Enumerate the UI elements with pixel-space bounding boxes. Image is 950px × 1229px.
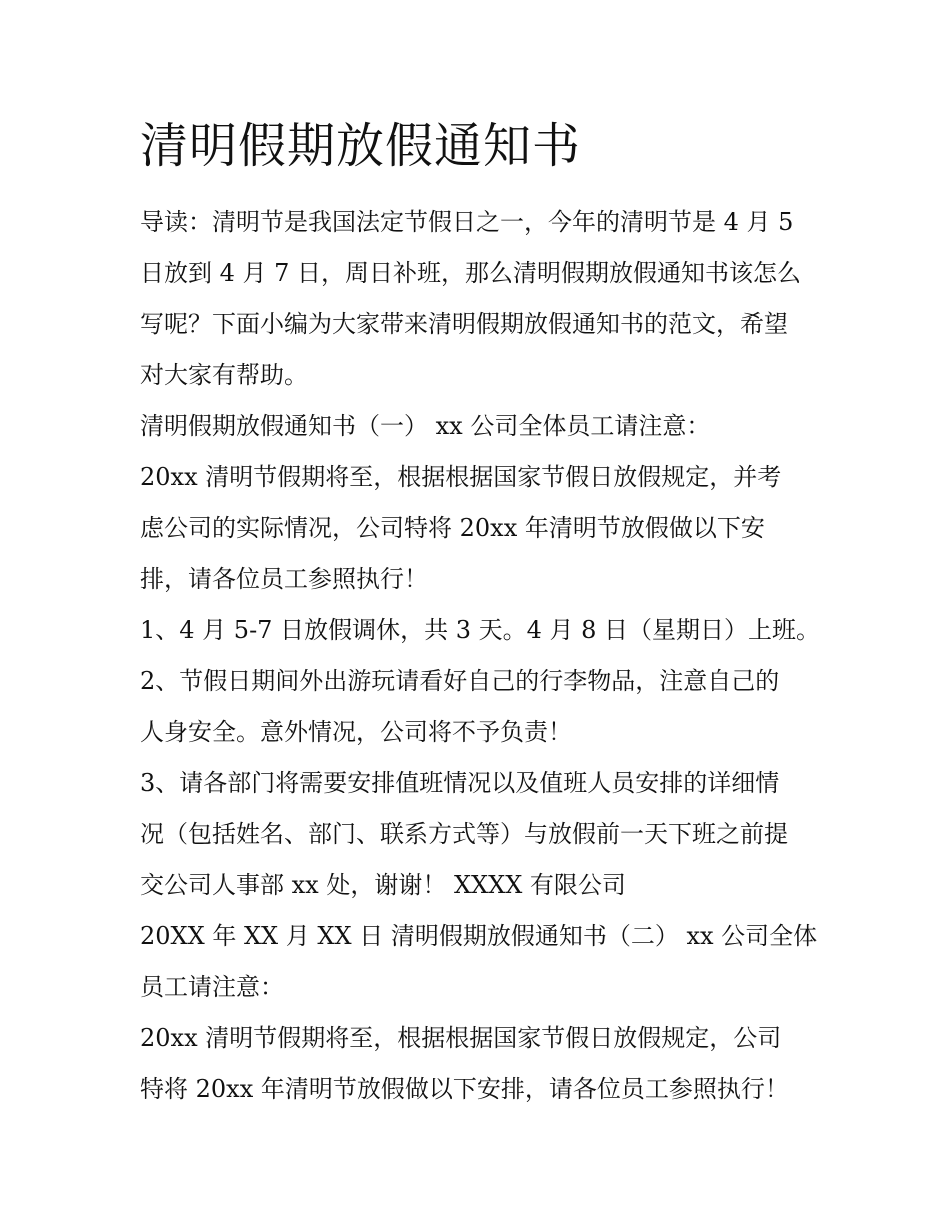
text-line: 日放到 4 月 7 日，周日补班，那么清明假期放假通知书该怎么: [140, 259, 802, 287]
text-line: 2、节假日期间外出游玩请看好自己的行李物品，注意自己的: [140, 667, 780, 695]
text-line: 对大家有帮助。: [140, 361, 308, 389]
text-line: 20xx 清明节假期将至，根据根据国家节假日放假规定，并考: [140, 463, 782, 491]
text-line: 特将 20xx 年清明节放假做以下安排，请各位员工参照执行！: [140, 1075, 789, 1103]
text-line: 人身安全。意外情况，公司将不予负责！: [140, 718, 572, 746]
text-line: 导读：清明节是我国法定节假日之一，今年的清明节是 4 月 5: [140, 208, 794, 236]
document-title: 清明假期放假通知书: [140, 118, 582, 174]
text-line: 交公司人事部 xx 处，谢谢！ XXXX 有限公司: [140, 871, 626, 899]
text-line: 排，请各位员工参照执行！: [140, 565, 428, 593]
text-line: 1、4 月 5-7 日放假调休，共 3 天。4 月 8 日（星期日）上班。: [140, 616, 821, 644]
text-line: 清明假期放假通知书（一） xx 公司全体员工请注意：: [140, 412, 711, 440]
text-line: 20XX 年 XX 月 XX 日 清明假期放假通知书（二） xx 公司全体: [140, 922, 818, 950]
text-line: 20xx 清明节假期将至，根据根据国家节假日放假规定，公司: [140, 1024, 782, 1052]
text-line: 3、请各部门将需要安排值班情况以及值班人员安排的详细情: [140, 769, 780, 797]
text-line: 况（包括姓名、部门、联系方式等）与放假前一天下班之前提: [140, 820, 788, 848]
text-line: 写呢？下面小编为大家带来清明假期放假通知书的范文，希望: [140, 310, 788, 338]
text-line: 虑公司的实际情况，公司特将 20xx 年清明节放假做以下安: [140, 514, 765, 542]
text-line: 员工请注意：: [140, 973, 284, 1001]
